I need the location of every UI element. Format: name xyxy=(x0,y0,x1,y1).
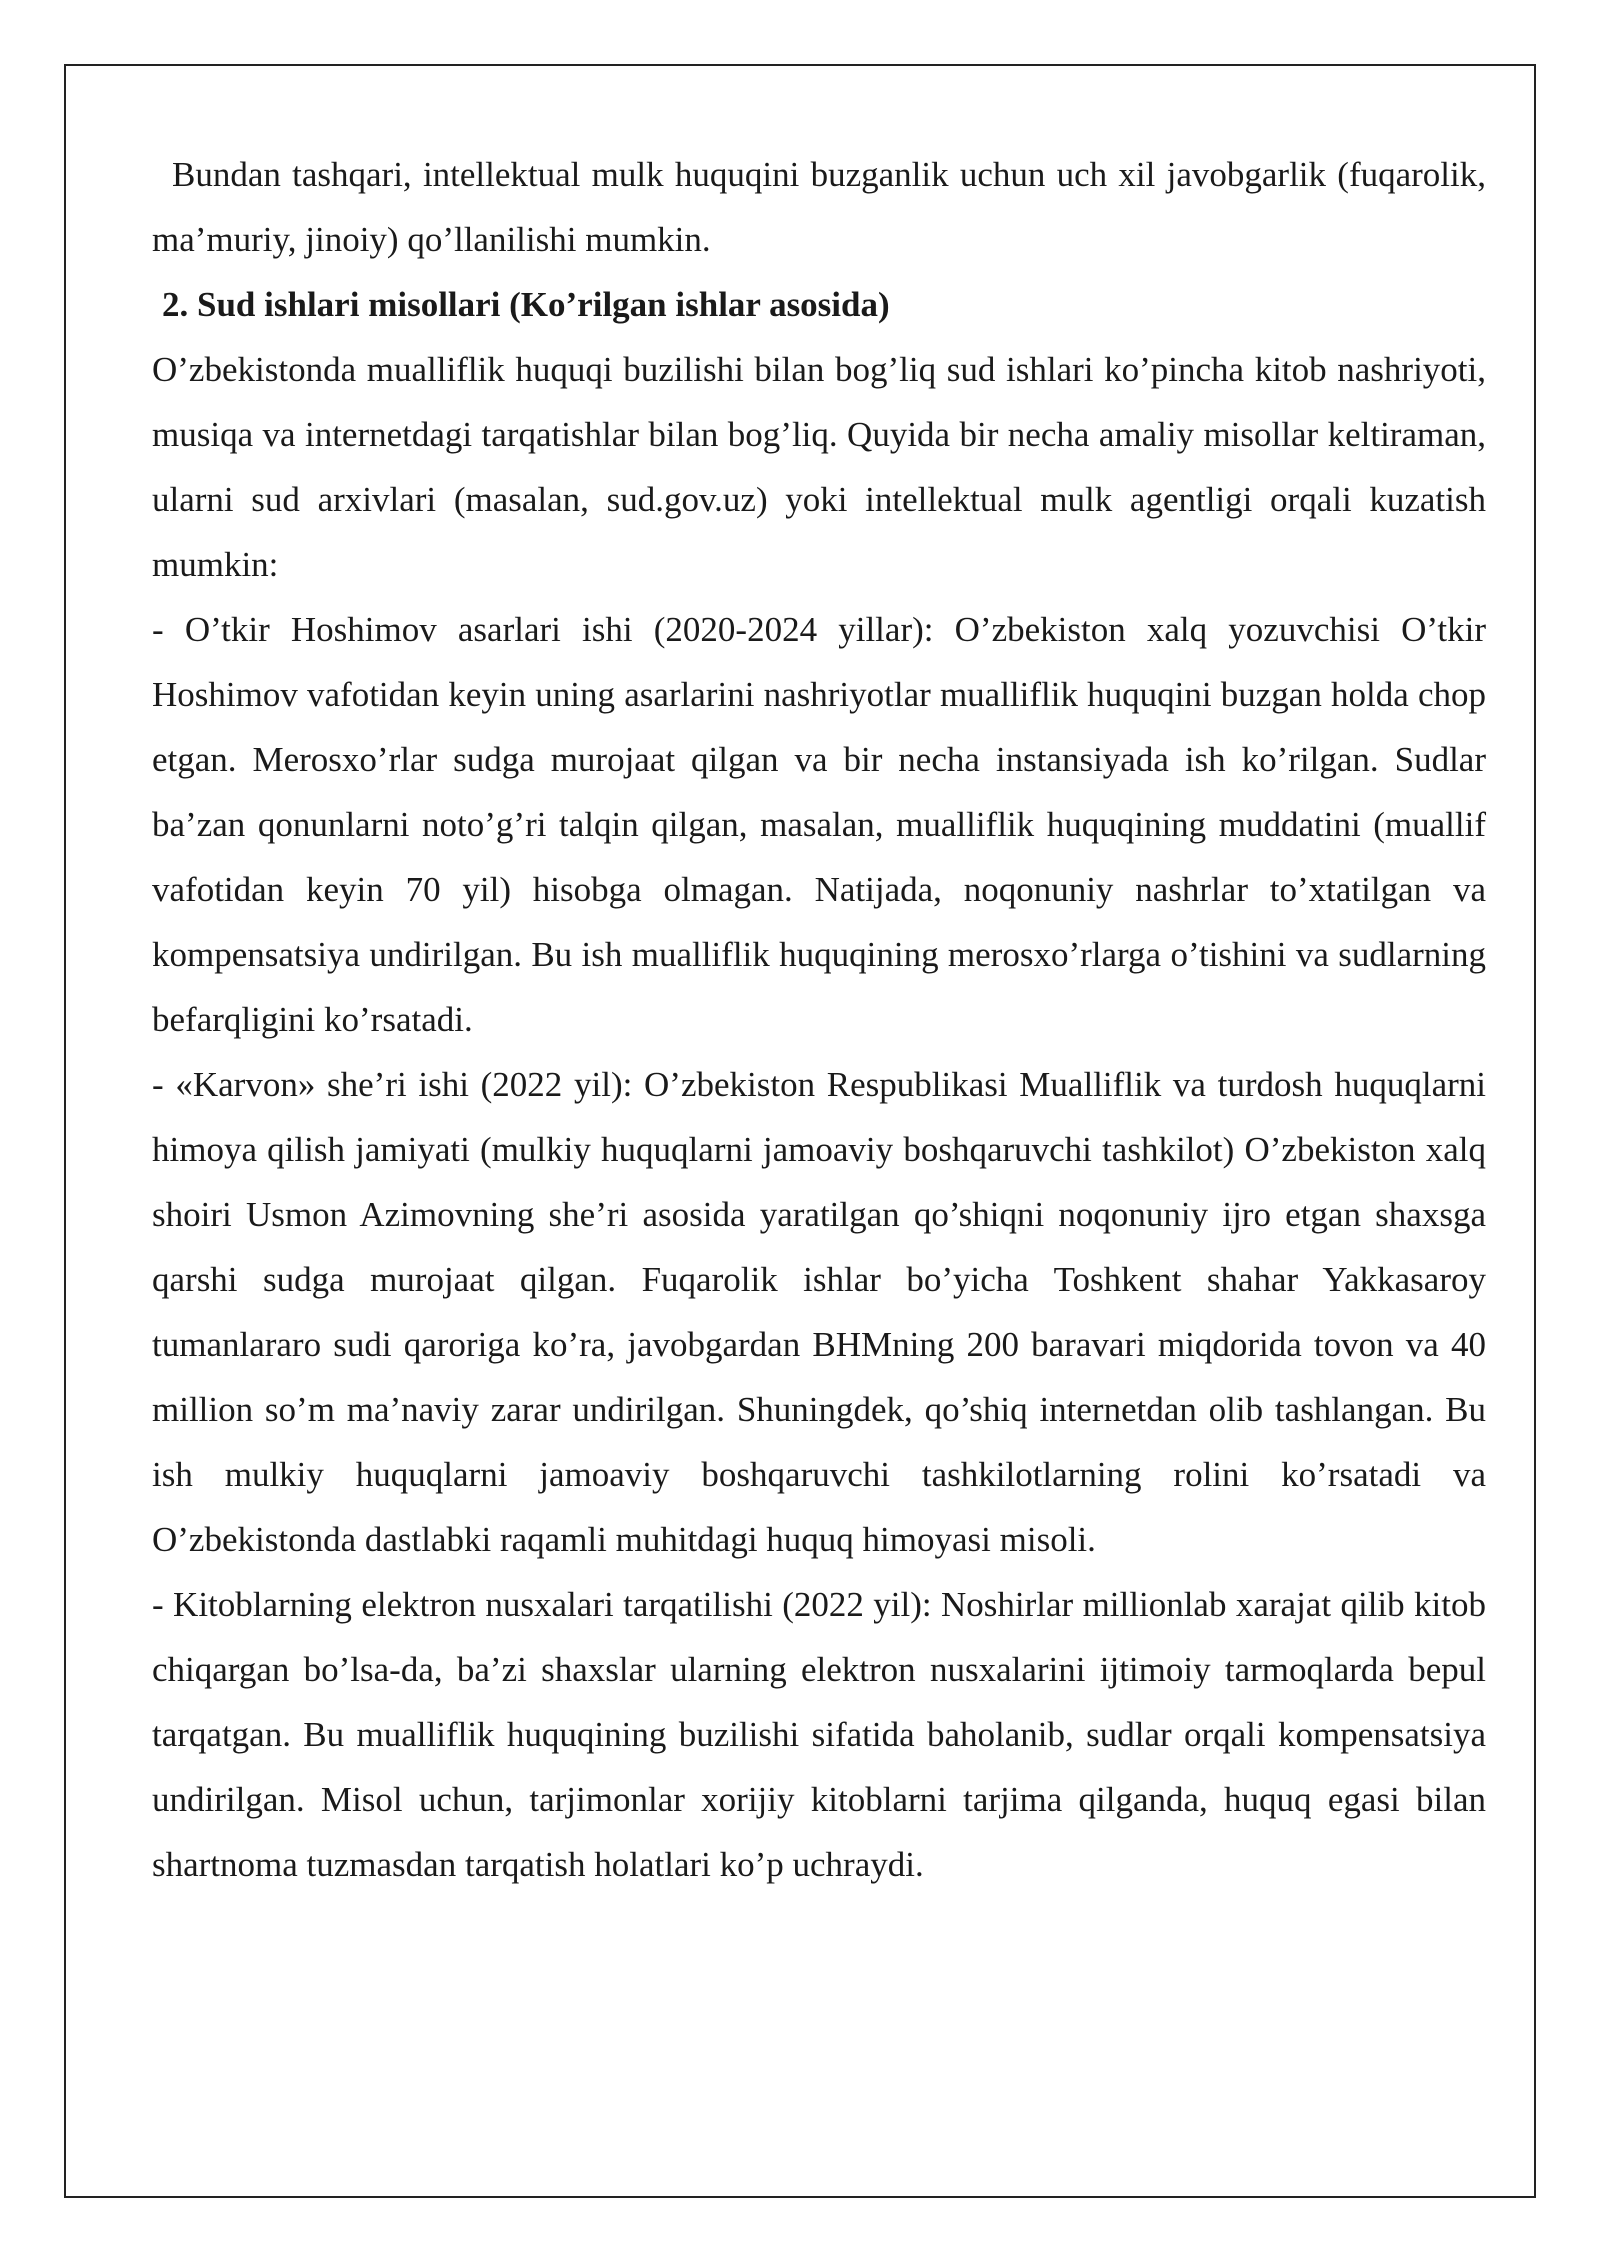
section-heading: 2. Sud ishlari misollari (Ko’rilgan ishlar asosida) xyxy=(162,285,890,324)
paragraph-case-karvon: - «Karvon» she’ri ishi (2022 yil): O’zbekiston Respublikasi Mualliflik va turdosh huquqlarni himoya qilish jamiyati (mulkiy huquqlarni jamoaviy boshqaruvchi tashkilot) O’zbekiston xalq shoiri Usmon Azimovning she’ri asosida yaratilgan qo’shiqni noqonuniy ijro etgan shaxsga qarshi sudga murojaat qilgan. Fuqarolik ishlar bo’yicha Toshkent shahar Yakkasaroy tumanlararo sudi qaroriga ko’ra, javobgardan BHMning 200 baravari miqdorida tovon va 40 million so’m ma’naviy zarar undirilgan. Shuningdek, qo’shiq internetdan olib tashlangan. Bu ish mulkiy huquqlarni jamoaviy boshqaruvchi tashkilotlarning rolini ko’rsatadi va O’zbekistonda dastlabki raqamli muhitdagi huquq himoyasi misoli. xyxy=(152,1065,1486,1559)
document-body xyxy=(152,142,1486,1897)
paragraph-case-ebooks: - Kitoblarning elektron nusxalari tarqatilishi (2022 yil): Noshirlar millionlab xarajat qilib kitob chiqargan bo’lsa-da, ba’zi shaxslar ularning elektron nusxalarini ijtimoiy tarmoqlarda bepul tarqatgan. Bu mualliflik huquqining buzilishi sifatida baholanib, sudlar orqali kompensatsiya undirilgan. Misol uchun, tarjimonlar xorijiy kitoblarni tarjima qilganda, huquq egasi bilan shartnoma tuzmasdan tarqatish holatlari ko’p uchraydi. xyxy=(152,1585,1486,1884)
paragraph-intro: O’zbekistonda mualliflik huquqi buzilishi bilan bog’liq sud ishlari ko’pincha kitob nashriyoti, musiqa va internetdagi tarqatishlar bilan bog’liq. Quyida bir necha amaliy misollar keltiraman, ularni sud arxivlari (masalan, sud.gov.uz) yoki intellektual mulk agentligi orqali kuzatish mumkin: xyxy=(152,350,1486,584)
paragraph-case-hoshimov: - O’tkir Hoshimov asarlari ishi (2020-2024 yillar): O’zbekiston xalq yozuvchisi O’tkir Hoshimov vafotidan keyin uning asarlarini nashriyotlar mualliflik huquqini buzgan holda chop etgan. Merosxo’rlar sudga murojaat qilgan va bir necha instansiyada ish ko’rilgan. Sudlar ba’zan qonunlarni noto’g’ri talqin qilgan, masalan, mualliflik huquqining muddatini (muallif vafotidan keyin 70 yil) hisobga olmagan. Natijada, noqonuniy nashrlar to’xtatilgan va kompensatsiya undirilgan. Bu ish mualliflik huquqining merosxo’rlarga o’tishini va sudlarning befarqligini ko’rsatadi. xyxy=(152,610,1486,1039)
paragraph-liability: Bundan tashqari, intellektual mulk huquqini buzganlik uchun uch xil javobgarlik (fuqarolik, ma’muriy, jinoiy) qo’llanilishi mumkin. xyxy=(152,155,1486,259)
